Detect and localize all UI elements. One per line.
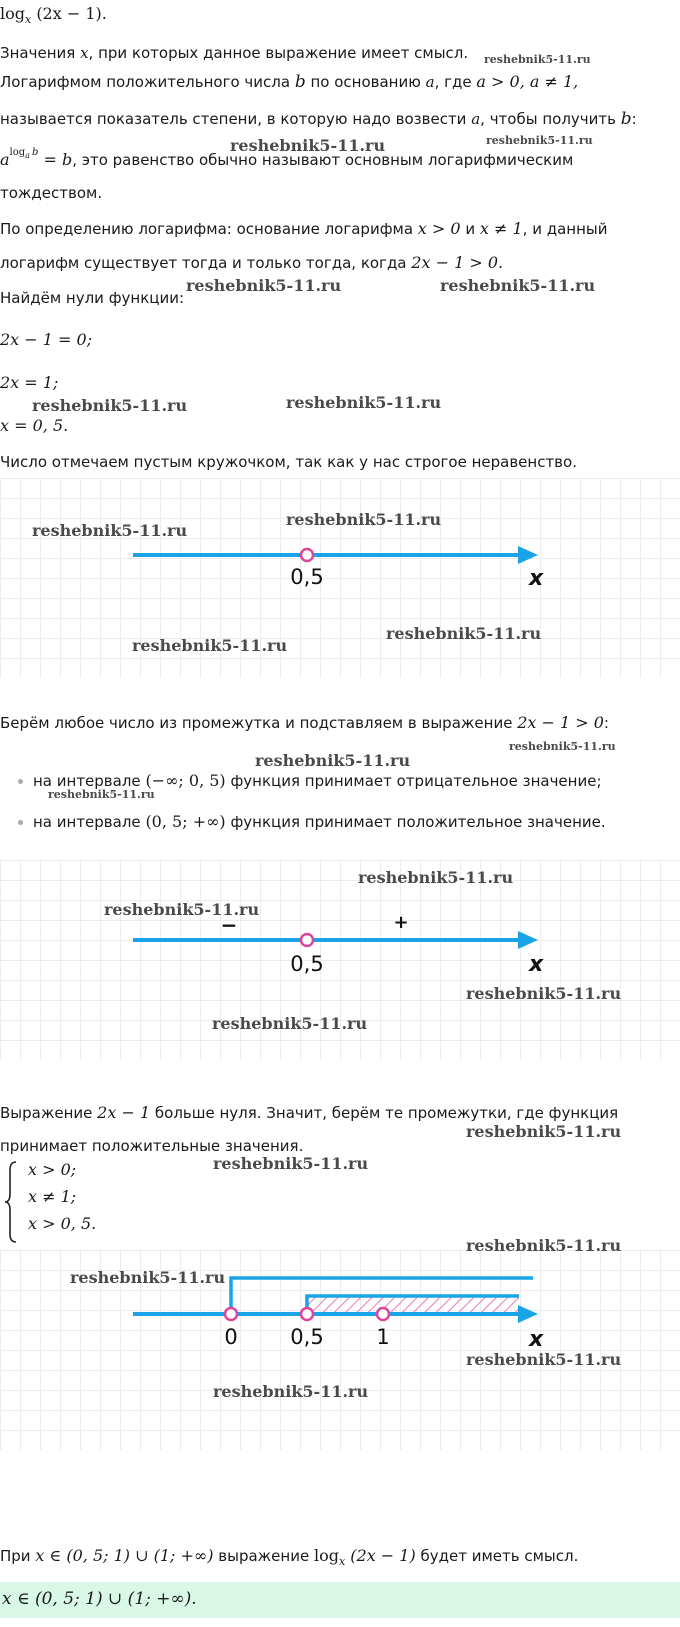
watermark: reshebnik5-11.ru <box>132 636 288 655</box>
watermark: reshebnik5-11.ru <box>255 751 411 770</box>
text: тождеством. <box>0 184 103 202</box>
math-set: x ∈ (0, 5; 1) ∪ (1; +∞) <box>35 1546 214 1565</box>
math-log: log <box>9 147 26 158</box>
text: Значения <box>0 44 81 62</box>
text: , и данный <box>522 220 608 238</box>
text: принимает положительные значения. <box>0 1137 304 1155</box>
math-base: a <box>0 150 10 169</box>
math-argument: (2x − 1) <box>345 1546 416 1565</box>
text: : <box>631 110 637 128</box>
watermark: reshebnik5-11.ru <box>484 53 591 66</box>
math-log: log <box>313 1546 339 1565</box>
system-row: x ≠ 1; <box>28 1187 77 1206</box>
text: на интервале <box>33 772 146 790</box>
number-line-diagram-1 <box>0 478 680 678</box>
watermark: reshebnik5-11.ru <box>213 1154 369 1173</box>
watermark: reshebnik5-11.ru <box>32 396 188 415</box>
text: выражение <box>213 1547 314 1565</box>
bullet-item-positive <box>18 812 606 831</box>
point-label: 0,5 <box>290 565 324 589</box>
log-base: x <box>25 13 32 27</box>
equation-3: x = 0, 5. <box>0 416 69 435</box>
empty-point <box>301 549 313 561</box>
text: : <box>603 714 609 732</box>
text: Число отмечаем пустым кружочком, так как у нас строгое неравенство. <box>0 453 577 471</box>
math-interval: (0, 5; +∞) <box>145 812 226 831</box>
bullet-icon <box>18 820 23 825</box>
point-label: 0 <box>224 1325 238 1349</box>
bullet-icon <box>18 779 23 784</box>
axis-arrow <box>518 931 538 949</box>
text: По определению логарифма: основание логарифма <box>0 220 418 238</box>
text: функция принимает отрицательное значение; <box>225 772 602 790</box>
text: , при которых данное выражение имеет смысл. <box>88 44 469 62</box>
brace-icon <box>4 1160 18 1244</box>
text: называется показатель степени, в которую надо возвести <box>0 110 472 128</box>
watermark: reshebnik5-11.ru <box>466 1122 622 1141</box>
watermark: reshebnik5-11.ru <box>466 1350 622 1369</box>
answer-box <box>0 1582 680 1618</box>
watermark: reshebnik5-11.ru <box>486 134 593 147</box>
math-expression: 2x − 1 > 0 <box>517 713 604 732</box>
math-interval: (−∞; 0, 5) <box>145 771 226 790</box>
paragraph-empty-circle <box>0 453 577 471</box>
text: Логарифмом положительного числа <box>0 73 295 91</box>
watermark: reshebnik5-11.ru <box>509 740 616 753</box>
text: по основанию <box>305 73 426 91</box>
watermark: reshebnik5-11.ru <box>358 868 514 887</box>
text: При <box>0 1547 36 1565</box>
minus-sign: − <box>220 913 238 937</box>
paragraph-identity <box>0 147 574 169</box>
empty-point <box>301 934 313 946</box>
empty-point <box>377 1308 389 1320</box>
math-condition: x ≠ 1 <box>479 219 523 238</box>
plus-sign: + <box>393 912 409 933</box>
watermark: reshebnik5-11.ru <box>70 1268 226 1287</box>
number-line-diagram-3 <box>0 1236 680 1450</box>
heading-log-expression <box>0 4 107 26</box>
math-sub: x <box>338 1555 346 1568</box>
math-b: b <box>620 109 632 129</box>
empty-point <box>225 1308 237 1320</box>
math-sub: a <box>25 151 30 160</box>
paragraph-substitute <box>0 713 609 732</box>
math-expression: 2x − 1 <box>97 1103 151 1122</box>
text: Берём любое число из промежутка и подставляем в выражение <box>0 714 518 732</box>
number-line-svg <box>0 478 680 678</box>
watermark: reshebnik5-11.ru <box>32 521 188 540</box>
text: , чтобы получить <box>480 110 621 128</box>
watermark: reshebnik5-11.ru <box>286 393 442 412</box>
point-label: 1 <box>376 1325 390 1349</box>
log-argument: (2x − 1). <box>36 4 107 23</box>
system-row: x > 0, 5. <box>28 1214 97 1233</box>
paragraph-identity-end <box>0 184 102 202</box>
math-x: x <box>80 44 89 62</box>
axis-arrow <box>518 1305 538 1323</box>
math-eq: = b <box>38 150 73 169</box>
watermark: reshebnik5-11.ru <box>212 1014 368 1033</box>
paragraph-positive-2 <box>0 1137 303 1155</box>
math-condition: x > 0 <box>417 219 461 238</box>
watermark: reshebnik5-11.ru <box>104 900 260 919</box>
point-label: 0,5 <box>290 952 324 976</box>
math-condition: a > 0, a ≠ 1, <box>476 72 579 91</box>
paragraph-zeros <box>0 289 184 307</box>
axis-arrow <box>518 546 538 564</box>
answer-text: x ∈ (0, 5; 1) ∪ (1; +∞). <box>2 1589 197 1609</box>
math-a: a <box>425 73 435 91</box>
point-label: 0,5 <box>290 1325 324 1349</box>
watermark: reshebnik5-11.ru <box>186 276 342 295</box>
watermark: reshebnik5-11.ru <box>440 276 596 295</box>
number-line-diagram-2 <box>0 860 680 1060</box>
system-row: x > 0; <box>28 1160 77 1179</box>
text: , это равенство обычно называют основным логарифмическим <box>72 151 574 169</box>
paragraph-log-def-1 <box>0 72 578 92</box>
math-b: b <box>294 72 306 92</box>
axis-label: x <box>529 1327 544 1352</box>
paragraph-log-def-2 <box>0 109 637 129</box>
text: Найдём нули функции: <box>0 289 185 307</box>
watermark: reshebnik5-11.ru <box>286 510 442 529</box>
math-a: a <box>471 110 481 128</box>
watermark: reshebnik5-11.ru <box>230 136 386 155</box>
text: будет иметь смысл. <box>415 1547 579 1565</box>
text: больше нуля. Значит, берём те промежутки, где функция <box>150 1104 619 1122</box>
text: Выражение <box>0 1104 98 1122</box>
paragraph-exists <box>0 253 503 272</box>
axis-label: x <box>529 566 544 591</box>
watermark: reshebnik5-11.ru <box>386 624 542 643</box>
paragraph-meaning <box>0 44 468 62</box>
text: на интервале <box>33 813 146 831</box>
text: логарифм существует тогда и только тогда, когда <box>0 254 412 272</box>
watermark: reshebnik5-11.ru <box>466 984 622 1003</box>
equation-1: 2x − 1 = 0; <box>0 330 93 349</box>
paragraph-conclusion <box>0 1546 578 1568</box>
equation-2: 2x = 1; <box>0 373 59 392</box>
text: и <box>460 220 480 238</box>
text: функция принимает положительное значение. <box>225 813 606 831</box>
log-word: log <box>0 4 25 23</box>
axis-label: x <box>529 952 544 977</box>
solution-hatch <box>307 1296 519 1314</box>
empty-point <box>301 1308 313 1320</box>
text: , где <box>434 73 477 91</box>
watermark: reshebnik5-11.ru <box>48 788 155 801</box>
paragraph-definition <box>0 219 607 238</box>
math-b: b <box>31 147 39 158</box>
paragraph-positive <box>0 1103 618 1122</box>
watermark: reshebnik5-11.ru <box>466 1236 622 1255</box>
watermark: reshebnik5-11.ru <box>213 1382 369 1401</box>
math-condition: 2x − 1 > 0. <box>411 253 504 272</box>
